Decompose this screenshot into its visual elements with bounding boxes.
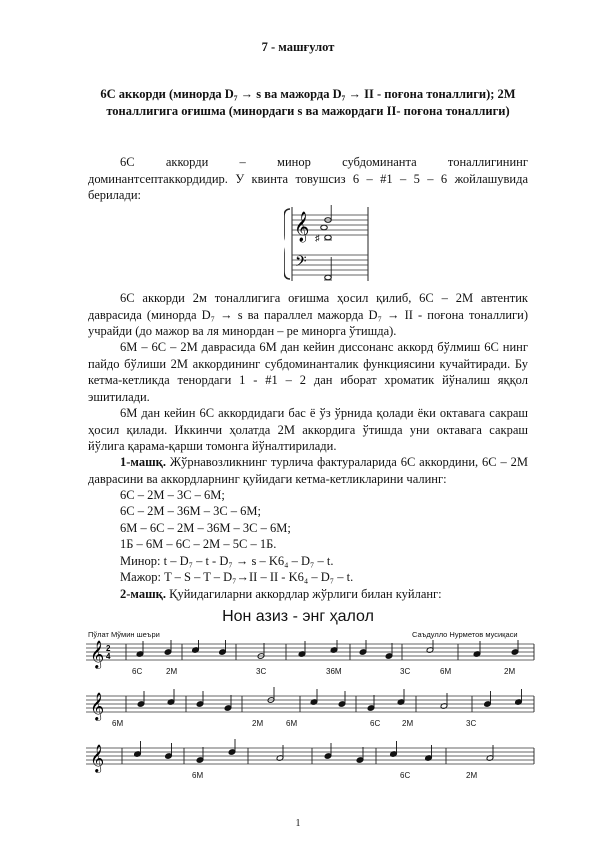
chord-label: 6М — [112, 719, 124, 728]
treble-clef-icon: 𝄞 — [90, 693, 105, 720]
task-2-text: Қуйидагиларни аккордлар жўрлиги билан куйланг: — [165, 587, 442, 601]
svg-text:♯: ♯ — [315, 233, 320, 243]
task-2-label: 2-машқ. — [120, 587, 166, 601]
task-1 — [88, 454, 528, 487]
page-number: 1 — [295, 818, 301, 829]
composer-credit: Саъдулло Нурметов мусиқаси — [412, 630, 518, 639]
chord-label: 2М — [504, 667, 516, 676]
sequence-line: 6С – 2М – 36М – 3С – 6М; — [120, 504, 261, 518]
chord-example-staff — [284, 205, 370, 283]
chord-label: 6С — [400, 771, 411, 780]
sequence-line: 6М – 6С – 2М – 36М – 3С – 6М; — [120, 521, 291, 535]
chord-label: 6М — [440, 667, 452, 676]
intro-paragraph: 6С аккорди – минор субдоминанта тоналлигининг доминантсептаккордидир. У квинта товушсиз 6 – #1 – 5 – 6 жойлашувида берилади: — [88, 155, 528, 202]
chord-label: 3С — [256, 667, 267, 676]
chord-label: 2М — [252, 719, 264, 728]
time-signature-top: 2 — [106, 644, 111, 653]
sequence-line: 1Б – 6М – 6С – 2М – 5С – 1Б. — [120, 537, 277, 551]
paragraph-1: 6С аккорди 2м тоналлигига оғишма ҳосил қилиб, 6С – 2М автентик даврасида (минорда D₇ → s ва параллел мажорда D₇ → II - поғона тоналлиги) учрайди (до мажор ва ля минордан – ре минорга ўтишда). — [88, 291, 528, 338]
lyricist-credit: Пўлат Мўмин шеъри — [88, 630, 160, 639]
song-title: Нон азиз - энг ҳалол — [222, 608, 374, 625]
chord-label: 6М — [192, 771, 204, 780]
song-score — [86, 640, 536, 788]
chord-label: 6М — [286, 719, 298, 728]
task-1-label: 1-машқ. — [120, 455, 166, 469]
bass-clef-icon: 𝄢 — [295, 253, 307, 273]
paragraph-2: 6М – 6С – 2М даврасида 6М дан кейин диссонанс аккорд бўлмиш 6С нинг пайдо бўлиши 2М аккордининг субдоминанталик функциясини кучайтиради. Бу кетма-кетликда тенордаги 1 - #1 – 2 дан иборат хроматик йўналиш яққол эшитилади. — [88, 340, 528, 404]
chord-label: 36М — [326, 667, 342, 676]
time-signature-bottom: 4 — [106, 652, 111, 661]
treble-clef-icon: 𝄞 — [90, 641, 105, 668]
chord-label: 2М — [166, 667, 178, 676]
task-2 — [120, 586, 442, 603]
sequence-line: Мажор: T – S – T – D₇→II – II - K6₄ – D₇ – t. — [120, 570, 354, 584]
chord-label: 6С — [370, 719, 381, 728]
treble-clef-icon: 𝄞 — [90, 745, 105, 772]
lesson-title: 7 - машғулот — [261, 40, 335, 54]
lesson-heading: 6С аккорди (минорда D₇ → s ва мажорда D₇ → II - поғона тоналлиги); 2М тоналлигига оғишма (минордаги s ва мажордаги II- поғона тоналлиги) — [100, 87, 516, 118]
sequence-line: Минор: t – D₇ – t - D₇ → s – K6₄ – D₇ – t. — [120, 554, 334, 568]
chord-label: 2М — [402, 719, 414, 728]
chord-label: 3С — [400, 667, 411, 676]
sequence-line: 6С – 2М – 3С – 6М; — [120, 488, 225, 502]
treble-clef-icon: 𝄞 — [294, 211, 310, 241]
chord-label: 2М — [466, 771, 478, 780]
chord-label: 6С — [132, 667, 143, 676]
chord-label: 3С — [466, 719, 477, 728]
task-1-text: Жўрнавозликнинг турлича фактураларида 6С аккордини, 6С – 2М даврасини ва аккордларнинг қуйидаги кетма-кетликларини чалинг: — [88, 455, 528, 486]
paragraph-3: 6М дан кейин 6С аккордидаги бас ё ўз ўрнида қолади ёки октавага сакраш ҳосил қилади. Иккинчи ҳолатда 2М аккордига ўтишда уни октавага сакраш йўлига қарама-қарши томонга йўналтирилади. — [88, 406, 528, 453]
